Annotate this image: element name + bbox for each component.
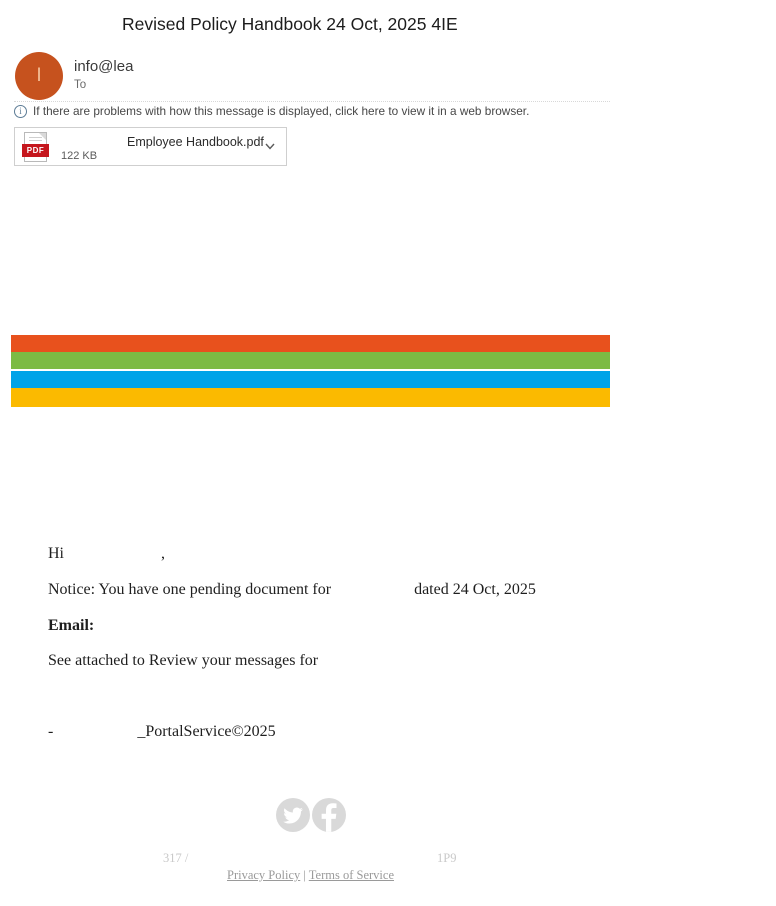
pdf-label: PDF [22,144,49,157]
banner-stripe-green [11,352,610,369]
privacy-policy-link[interactable]: Privacy Policy [227,868,301,882]
notice-line [48,581,536,599]
footer-address-left: 317 / [163,851,189,865]
notice-date-text: dated 24 Oct, 2025 [414,581,536,598]
links-separator: | [303,868,306,882]
pdf-file-icon [23,132,49,162]
footer-address-right: 1P9 [437,851,457,865]
signature-text: _PortalService©2025 [137,723,276,740]
display-problem-banner [14,104,529,118]
recipient-to-label: To [74,79,87,91]
info-icon: i [14,105,27,118]
email-subject: Revised Policy Handbook 24 Oct, 2025 4IE [122,14,458,34]
chevron-down-icon[interactable] [263,139,277,153]
avatar-initial: I [36,65,42,86]
attachment-filename[interactable]: Employee Handbook.pdf [127,135,264,149]
signature-line [48,723,276,741]
see-attached-line: See attached to Review your messages for [48,652,319,669]
email-label: Email: [48,617,95,634]
attachment-size: 122 KB [61,150,98,162]
greeting-comma: , [161,545,165,562]
notice-text: Notice: You have one pending document for [48,581,332,598]
banner-text[interactable]: If there are problems with how this message is displayed, click here to view it in a web browser. [33,104,530,118]
social-icons [276,798,346,832]
attachment-card[interactable] [14,127,287,166]
header-separator [14,101,610,102]
greeting-line [48,545,165,563]
terms-of-service-link[interactable]: Terms of Service [308,868,394,882]
twitter-icon[interactable] [276,798,310,832]
signature-dash: - [48,723,54,740]
banner-stripe-yellow [11,388,610,407]
banner-stripe-blue [11,371,610,388]
banner-stripe-orange [11,335,610,352]
sender-email[interactable]: info@lea [74,58,134,75]
footer-links [11,868,610,883]
facebook-icon[interactable] [312,798,346,832]
greeting-text: Hi [48,545,64,562]
sender-avatar[interactable] [15,52,63,100]
